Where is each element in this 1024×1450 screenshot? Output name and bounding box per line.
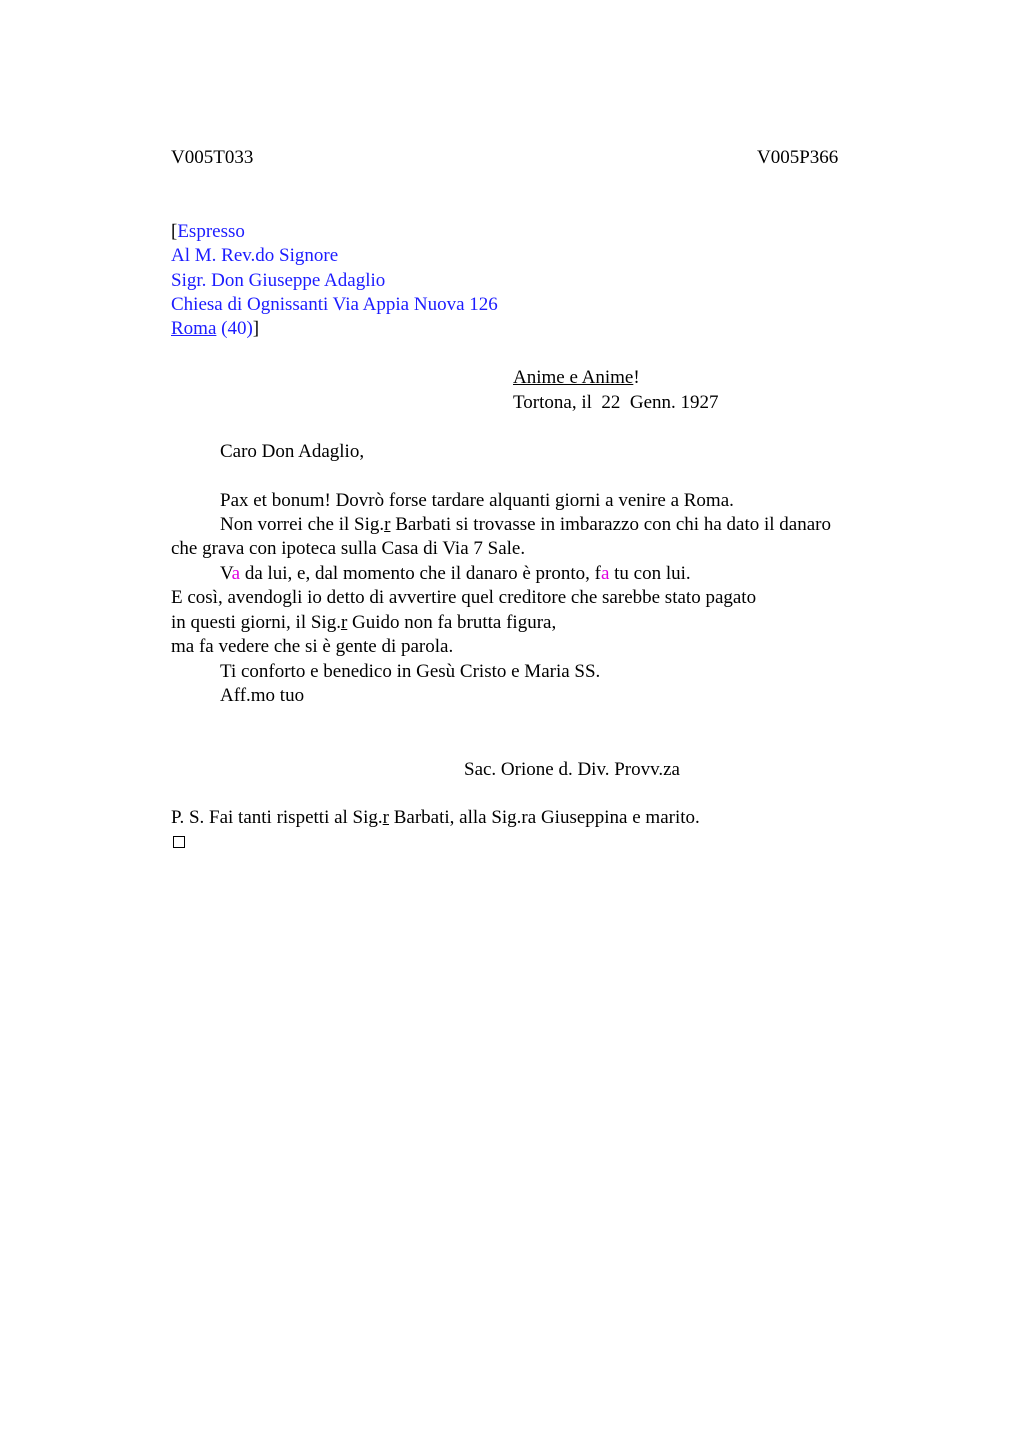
address-code: (40) [216, 318, 253, 339]
editorial-letter: a [231, 563, 241, 584]
address-line-3: Sigr. Don Giuseppe Adaglio [171, 270, 386, 291]
abbrev-superscript: r [382, 807, 389, 828]
address-line-1 [171, 220, 245, 244]
body-paragraph-2b: che grava con ipoteca sulla Casa di Via 7 Sale. [171, 538, 526, 559]
motto-text: Anime e Anime [513, 367, 634, 388]
document-code-right: V005P366 [757, 147, 839, 168]
body-paragraph-4b [171, 611, 556, 635]
address-bracket-close: ] [252, 318, 260, 339]
body-text: Barbati si trovasse in imbarazzo con chi ha dato il danaro [390, 514, 831, 535]
body-text: da lui, e, dal momento che il danaro è pronto, f [240, 563, 601, 584]
motto [513, 366, 640, 390]
address-espresso: Espresso [177, 221, 245, 242]
end-box-icon [173, 836, 185, 848]
closing: Aff.mo tuo [220, 685, 305, 706]
date-line: Tortona, il 22 Genn. 1927 [513, 392, 719, 413]
address-line-4: Chiesa di Ognissanti Via Appia Nuova 126 [171, 294, 498, 315]
postscript-text: Barbati, alla Sig.ra Giuseppina e marito. [388, 807, 700, 828]
body-paragraph-4c: ma fa vedere che si è gente di parola. [171, 636, 454, 657]
postscript-text: P. S. Fai tanti rispetti al Sig. [171, 807, 383, 828]
address-bracket-open: [ [171, 221, 178, 242]
address-city: Roma [171, 318, 217, 339]
body-text: tu con lui. [609, 563, 691, 584]
body-paragraph-2a [220, 513, 831, 537]
abbrev-superscript: r [384, 514, 391, 535]
abbrev-superscript: r [340, 612, 348, 633]
body-text: in questi giorni, il Sig. [171, 612, 341, 633]
signature: Sac. Orione d. Div. Provv.za [464, 759, 680, 780]
address-line-2: Al M. Rev.do Signore [171, 245, 339, 266]
body-paragraph-5: Ti conforto e benedico in Gesù Cristo e Maria SS. [220, 661, 601, 682]
body-text: Guido non fa brutta figura, [347, 612, 557, 633]
motto-punct: ! [633, 367, 640, 388]
salutation: Caro Don Adaglio, [220, 441, 365, 462]
body-paragraph-4a: E così, avendogli io detto di avvertire quel creditore che sarebbe stato pagato [171, 587, 757, 608]
document-code-left: V005T033 [171, 147, 254, 168]
body-paragraph-3 [220, 562, 691, 586]
body-text: Non vorrei che il Sig. [220, 514, 385, 535]
body-paragraph-1: Pax et bonum! Dovrò forse tardare alquanti giorni a venire a Roma. [220, 490, 734, 511]
editorial-letter: a [600, 563, 610, 584]
postscript [171, 806, 700, 830]
body-text: V [220, 563, 232, 584]
address-line-5 [171, 317, 259, 341]
